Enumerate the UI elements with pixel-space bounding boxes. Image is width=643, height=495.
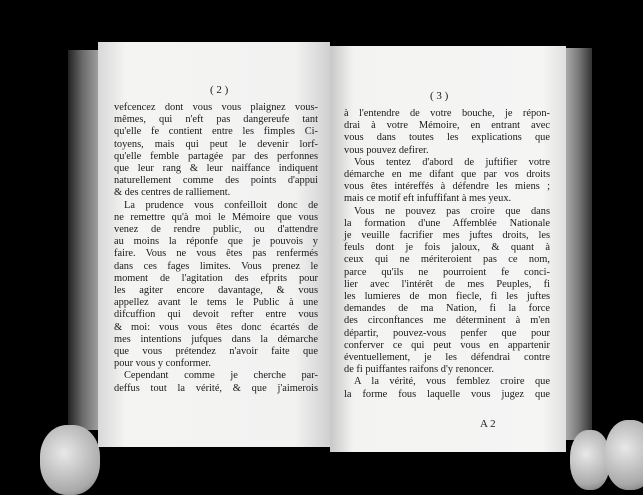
text-line: vous pouvez defirer. xyxy=(344,144,429,156)
text-line: que vous prétendez n'avoir faite que xyxy=(114,346,318,358)
text-line: éventuellement, je les défendrai contre xyxy=(344,352,550,364)
text-line: ceux qui ne mériteroient pas ce nom, xyxy=(344,254,550,266)
left-thumb xyxy=(40,425,100,495)
text-line: toyens, mais qui peut le devenir lorf- xyxy=(114,138,318,150)
text-line: naturellement comme des points d'appui xyxy=(114,175,318,187)
text-line: qu'elle fe contient entre les fimples Ci- xyxy=(114,126,318,138)
text-line: demandes de ma Nation, fi la force xyxy=(344,303,550,315)
text-line: feuls dont je fois jaloux, & quant à xyxy=(344,242,550,254)
text-line: qu'elle femble partagée par des perfonnes xyxy=(114,150,318,162)
text-line: difcuffion qui devoit refter entre vous xyxy=(114,309,318,321)
right-thumb xyxy=(570,430,610,490)
text-line: de fi puiffantes raifons d'y renoncer. xyxy=(344,364,494,376)
text-line: drai à votre Mémoire, en entrant avec xyxy=(344,120,550,132)
text-line: au moins la réponfe que je pouvois y xyxy=(114,236,318,248)
text-line: lier avec l'intérêt de mes Peuples, fi xyxy=(344,278,550,290)
text-line: Cependant comme je cherche par- xyxy=(124,370,318,382)
text-line: les agiter encore davantage, & vous xyxy=(114,285,318,297)
text-line: mêmes, qui n'eft pas dangereufe tant xyxy=(114,114,318,126)
text-line: démarche en me difant que par vos droits xyxy=(344,169,550,181)
page-number: ( 3 ) xyxy=(430,90,449,102)
text-line: mes intentions jufques dans la démarche xyxy=(114,333,318,345)
text-line: & moi: vous vous êtes donc écartés de xyxy=(114,321,318,333)
text-line: départir, pouvez-vous penfer que pour xyxy=(344,327,550,339)
text-line: parce qu'ils ne pourroient fe conci- xyxy=(344,266,550,278)
text-line: la formation d'une Affemblée Nationale xyxy=(344,217,550,229)
text-line: conferver ce qui peut vous en appartenir xyxy=(344,339,550,351)
book-page-edges-right xyxy=(566,48,592,440)
text-line: je veuille facrifier mes juftes droits, les xyxy=(344,230,550,242)
text-line: mais ce motif eft infuffifant à mes yeux. xyxy=(344,193,512,205)
text-line: à l'entendre de votre bouche, je répon- xyxy=(344,108,550,119)
text-line: deffus tout la vérité, & que j'aimerois xyxy=(114,382,318,394)
text-line: des circonftances me déterminent à m'en xyxy=(344,315,550,327)
text-line: vous êtes intéreffés à défendre les miens ; xyxy=(344,181,550,193)
text-line: que leur rang & leur naiffance indiquent xyxy=(114,163,318,175)
left-page xyxy=(98,42,330,447)
text-line: venez de rendre public, ou d'attendre xyxy=(114,224,318,236)
right-page xyxy=(330,46,566,452)
text-line: la forme fous laquelle vous jugez que xyxy=(344,388,550,400)
text-line: ne remettre qu'à moi le Mémoire que vous xyxy=(114,211,318,223)
text-line: dans ces fages limites. Vous prenez le xyxy=(114,260,318,272)
signature-mark: A 2 xyxy=(480,418,496,430)
text-line: Vous ne pouvez pas croire que dans xyxy=(354,205,550,217)
left-page-text xyxy=(114,102,318,395)
text-line: & des centres de ralliement. xyxy=(114,187,231,199)
text-line: pour vous y conformer. xyxy=(114,358,211,370)
text-line: La prudence vous confeilloit donc de xyxy=(124,199,318,211)
text-line: vefcencez dont vous vous plaignez vous- xyxy=(114,102,318,113)
text-line: moment de l'agitation des efprits pour xyxy=(114,272,318,284)
text-line: A la vérité, vous femblez croire que xyxy=(354,376,550,388)
right-page-text xyxy=(344,108,550,401)
text-line: les lumieres de mon fiecle, fi les juftes xyxy=(344,291,550,303)
text-line: Vous tentez d'abord de juftifier votre xyxy=(354,156,550,168)
text-line: appellez avant le tems le Public à une xyxy=(114,297,318,309)
page-number: ( 2 ) xyxy=(210,84,229,96)
text-line: faire. Vous ne vous êtes pas renfermés xyxy=(114,248,318,260)
text-line: vous dans toutes les explications que xyxy=(344,132,550,144)
